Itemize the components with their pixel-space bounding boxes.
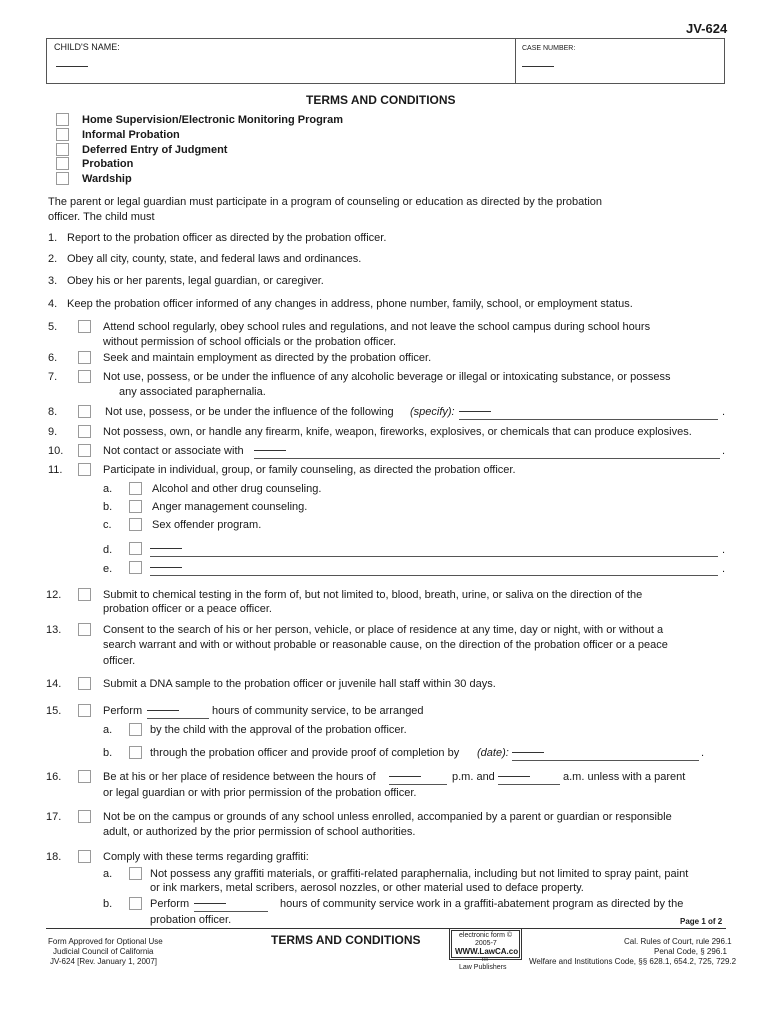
item-text: without permission of school officials or the probation officer. bbox=[103, 336, 397, 348]
case-number-label: CASE NUMBER: bbox=[522, 45, 576, 52]
item-number: 13. bbox=[46, 624, 62, 636]
item-text: officer. bbox=[103, 655, 136, 667]
item-text: Obey all city, county, state, and federal laws and ordinances. bbox=[67, 253, 362, 265]
specify-label: (specify): bbox=[410, 406, 455, 418]
item-text: Not be on the campus or grounds of any school unless enrolled, accompanied by a parent or guardian or responsible bbox=[103, 811, 672, 823]
item-text: Attend school regularly, obey school rules and regulations, and not leave the school campus during school hours bbox=[103, 321, 651, 333]
item-text: Keep the probation officer informed of any changes in address, phone number, family, school, or employment status. bbox=[67, 298, 633, 310]
item-text: Not possess, own, or handle any firearm, knife, weapon, fireworks, explosives, or chemicals that can produce explosives. bbox=[103, 426, 692, 438]
sub-checkbox-15a[interactable] bbox=[129, 723, 142, 736]
item-number: 7. bbox=[48, 371, 58, 383]
program-label-home-supervision: Home Supervision/Electronic Monitoring Program bbox=[82, 114, 343, 126]
footer-approval: Form Approved for Optional Use bbox=[48, 937, 163, 946]
page-number: Page 1 of 2 bbox=[680, 917, 723, 926]
hours-field[interactable] bbox=[147, 718, 209, 719]
item-checkbox-7[interactable] bbox=[78, 370, 91, 383]
specify-dash bbox=[459, 411, 491, 412]
item-text: Report to the probation officer as directed by the probation officer. bbox=[67, 232, 387, 244]
footer-welfare-code: Welfare and Institutions Code, §§ 628.1, 654.2, 725, 729.2 bbox=[529, 957, 737, 966]
item-number: 8. bbox=[48, 406, 58, 418]
sub-text: Sex offender program. bbox=[152, 519, 262, 531]
stamp-website[interactable]: WWW.LawCA.co bbox=[455, 947, 519, 956]
date-field[interactable] bbox=[512, 760, 699, 761]
sub-checkbox-18a[interactable] bbox=[129, 867, 142, 880]
program-checkbox-wardship[interactable] bbox=[56, 172, 69, 185]
item-checkbox-13[interactable] bbox=[78, 623, 91, 636]
item-checkbox-18[interactable] bbox=[78, 850, 91, 863]
sub-text: through the probation officer and provide proof of completion by bbox=[150, 747, 460, 759]
footer-rule bbox=[46, 928, 726, 929]
item-checkbox-6[interactable] bbox=[78, 351, 91, 364]
item-text: Submit a DNA sample to the probation officer or juvenile hall staff within 30 days. bbox=[103, 678, 496, 690]
item-text: or legal guardian or with prior permission of the probation officer. bbox=[103, 787, 417, 799]
item-text: hours of community service, to be arranged bbox=[212, 705, 424, 717]
line-end-period: . bbox=[701, 747, 705, 759]
item-checkbox-8[interactable] bbox=[78, 405, 91, 418]
other-field-d[interactable] bbox=[150, 556, 718, 557]
sub-checkbox-11c[interactable] bbox=[129, 518, 142, 531]
graffiti-hours-field[interactable] bbox=[194, 911, 268, 912]
item-checkbox-10[interactable] bbox=[78, 444, 91, 457]
sub-checkbox-11a[interactable] bbox=[129, 482, 142, 495]
item-text: Participate in individual, group, or family counseling, as directed the probation officer. bbox=[103, 464, 516, 476]
sub-checkbox-11b[interactable] bbox=[129, 500, 142, 513]
item-checkbox-14[interactable] bbox=[78, 677, 91, 690]
item-number: 12. bbox=[46, 589, 62, 601]
program-checkbox-informal-probation[interactable] bbox=[56, 128, 69, 141]
item-text: p.m. and bbox=[452, 771, 495, 783]
footer-penal-code: Penal Code, § 296.1 bbox=[654, 947, 727, 956]
sub-text: probation officer. bbox=[150, 914, 232, 926]
am-time-field[interactable] bbox=[498, 784, 560, 785]
am-dash bbox=[498, 776, 530, 777]
item-number: 17. bbox=[46, 811, 62, 823]
stamp-years: 2005-7 bbox=[475, 940, 497, 947]
item-text: any associated paraphernalia. bbox=[119, 386, 266, 398]
sub-letter: a. bbox=[103, 724, 113, 736]
item-checkbox-15[interactable] bbox=[78, 704, 91, 717]
sub-checkbox-11e[interactable] bbox=[129, 561, 142, 574]
sub-letter: c. bbox=[103, 519, 112, 531]
sub-checkbox-18b[interactable] bbox=[129, 897, 142, 910]
other-dash bbox=[150, 567, 182, 568]
sub-text: Alcohol and other drug counseling. bbox=[152, 483, 322, 495]
item-number: 4. bbox=[48, 298, 58, 310]
line-end-period: . bbox=[722, 445, 726, 457]
item-checkbox-9[interactable] bbox=[78, 425, 91, 438]
item-number: 11. bbox=[48, 464, 63, 476]
sub-letter: d. bbox=[103, 544, 113, 556]
program-label-deferred-entry: Deferred Entry of Judgment bbox=[82, 144, 228, 156]
item-checkbox-12[interactable] bbox=[78, 588, 91, 601]
sub-letter: e. bbox=[103, 563, 113, 575]
stamp-website-tail: m bbox=[482, 956, 488, 963]
contact-field[interactable] bbox=[254, 458, 720, 459]
sub-text: Perform bbox=[150, 898, 190, 910]
item-number: 10. bbox=[48, 445, 64, 457]
program-label-wardship: Wardship bbox=[82, 173, 132, 185]
specify-field[interactable] bbox=[459, 419, 718, 420]
sub-checkbox-11d[interactable] bbox=[129, 542, 142, 555]
item-number: 2. bbox=[48, 253, 58, 265]
footer-council: Judicial Council of California bbox=[53, 947, 154, 956]
program-label-probation: Probation bbox=[82, 158, 134, 170]
sub-checkbox-15b[interactable] bbox=[129, 746, 142, 759]
form-id: JV-624 bbox=[686, 21, 728, 36]
item-number: 14. bbox=[46, 678, 62, 690]
item-text: Comply with these terms regarding graffiti: bbox=[103, 851, 309, 863]
footer-revision: JV-624 [Rev. January 1, 2007] bbox=[50, 957, 158, 966]
program-checkbox-probation[interactable] bbox=[56, 157, 69, 170]
item-number: 16. bbox=[46, 771, 62, 783]
item-number: 15. bbox=[46, 705, 62, 717]
pm-time-field[interactable] bbox=[389, 784, 447, 785]
child-name-label: CHILD'S NAME: bbox=[54, 42, 120, 52]
date-dash bbox=[512, 752, 544, 753]
other-field-e[interactable] bbox=[150, 575, 718, 576]
child-name-field[interactable] bbox=[56, 66, 88, 67]
line-end-period: . bbox=[722, 406, 726, 418]
item-checkbox-16[interactable] bbox=[78, 770, 91, 783]
line-end-period: . bbox=[722, 544, 726, 556]
contact-dash bbox=[254, 450, 286, 451]
footer-rules-of-court: Cal. Rules of Court, rule 296.1 bbox=[624, 937, 732, 946]
sub-letter: b. bbox=[103, 501, 113, 513]
sub-letter: a. bbox=[103, 868, 113, 880]
sub-letter: b. bbox=[103, 898, 113, 910]
sub-text: by the child with the approval of the probation officer. bbox=[150, 724, 407, 736]
item-text: search warrant and with or without probable or reasonable cause, on the direction of the probation officer or a peace bbox=[103, 639, 668, 651]
program-label-informal-probation: Informal Probation bbox=[82, 129, 180, 141]
pm-dash bbox=[389, 776, 421, 777]
graffiti-hours-dash bbox=[194, 903, 226, 904]
item-text: adult, or authorized by the prior permission of school authorities. bbox=[103, 826, 416, 838]
item-number: 9. bbox=[48, 426, 58, 438]
case-number-field[interactable] bbox=[522, 66, 554, 67]
stamp-publisher: Law Publishers bbox=[459, 964, 507, 971]
sub-text: Anger management counseling. bbox=[152, 501, 308, 513]
page-title: TERMS AND CONDITIONS bbox=[306, 93, 456, 107]
item-text: a.m. unless with a parent bbox=[563, 771, 686, 783]
item-number: 18. bbox=[46, 851, 62, 863]
sub-letter: b. bbox=[103, 747, 113, 759]
date-label: (date): bbox=[477, 747, 509, 759]
item-text: Not use, possess, or be under the influence of any alcoholic beverage or illegal or intoxicating substance, or possess bbox=[103, 371, 671, 383]
item-text: Not use, possess, or be under the influence of the following bbox=[105, 406, 394, 418]
stamp-copyright: electronic form © bbox=[459, 932, 513, 939]
item-checkbox-11[interactable] bbox=[78, 463, 91, 476]
item-number: 6. bbox=[48, 352, 58, 364]
item-text: Not contact or associate with bbox=[103, 445, 244, 457]
sub-text: Not possess any graffiti materials, or graffiti-related paraphernalia, including but not limited to spray paint, paint bbox=[150, 868, 689, 880]
item-text: probation officer or a peace officer. bbox=[103, 603, 272, 615]
sub-text: or ink markers, metal scribers, aerosol nozzles, or other material used to deface property. bbox=[150, 882, 584, 894]
item-text: Perform bbox=[103, 705, 143, 717]
item-text: Seek and maintain employment as directed by the probation officer. bbox=[103, 352, 432, 364]
item-text: Consent to the search of his or her person, vehicle, or place of residence at any time, day or night, with or without a bbox=[103, 624, 664, 636]
item-number: 1. bbox=[48, 232, 58, 244]
hours-dash bbox=[147, 710, 179, 711]
item-checkbox-17[interactable] bbox=[78, 810, 91, 823]
item-number: 5. bbox=[48, 321, 58, 333]
line-end-period: . bbox=[722, 563, 726, 575]
sub-letter: a. bbox=[103, 483, 113, 495]
intro-text-line2: officer. The child must bbox=[48, 211, 155, 223]
item-text: Be at his or her place of residence between the hours of bbox=[103, 771, 376, 783]
program-checkbox-deferred-entry[interactable] bbox=[56, 143, 69, 156]
footer-title: TERMS AND CONDITIONS bbox=[271, 933, 421, 947]
header-box bbox=[46, 38, 725, 84]
sub-text: hours of community service work in a graffiti-abatement program as directed by the bbox=[280, 898, 684, 910]
item-checkbox-5[interactable] bbox=[78, 320, 91, 333]
program-checkbox-home-supervision[interactable] bbox=[56, 113, 69, 126]
item-text: Submit to chemical testing in the form of, but not limited to, blood, breath, urine, or saliva on the direction of the bbox=[103, 589, 643, 601]
item-text: Obey his or her parents, legal guardian, or caregiver. bbox=[67, 275, 324, 287]
other-dash bbox=[150, 548, 182, 549]
header-divider bbox=[515, 38, 516, 84]
intro-text-line1: The parent or legal guardian must participate in a program of counseling or education as directed by the probation bbox=[48, 196, 603, 208]
item-number: 3. bbox=[48, 275, 58, 287]
